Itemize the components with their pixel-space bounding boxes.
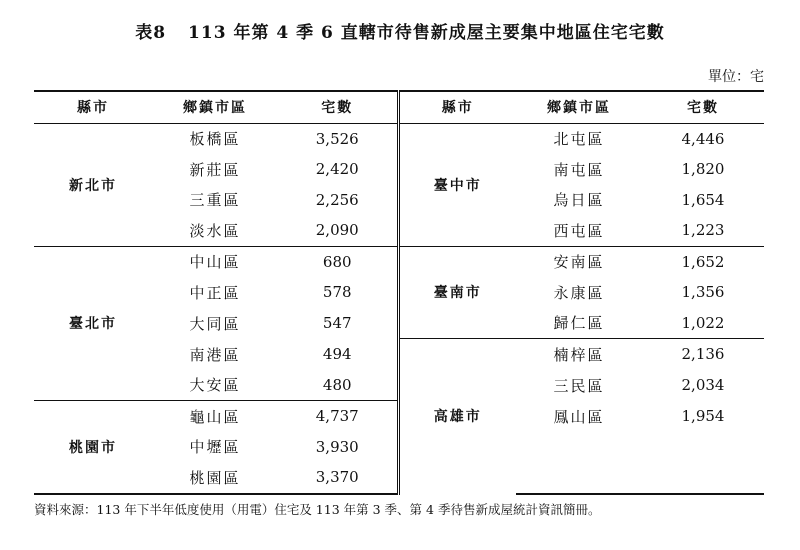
table-row — [34, 123, 764, 154]
count-cell: 1,223 — [681, 221, 725, 240]
count-cell: 1,654 — [681, 190, 725, 209]
district-cell: 歸仁區 — [553, 314, 605, 333]
data-table — [34, 90, 764, 495]
table-title-text: 113 年第 4 季 6 直轄市待售新成屋主要集中地區住宅宅數 — [188, 23, 665, 43]
header-count-left: 宅數 — [278, 91, 398, 123]
count-cell: 3,930 — [315, 437, 359, 456]
county-cell: 臺南市 — [398, 246, 516, 339]
table-title — [0, 18, 800, 43]
empty-cell — [516, 432, 642, 463]
district-cell: 桃園區 — [152, 462, 278, 494]
district-cell: 中壢區 — [189, 438, 241, 457]
district-cell: 南屯區 — [553, 160, 605, 179]
unit-label: 單位：宅 — [708, 69, 764, 85]
count-cell: 1,356 — [681, 283, 725, 302]
count-cell: 578 — [322, 283, 352, 302]
district-cell: 西屯區 — [553, 221, 605, 240]
header-county-left: 縣市 — [34, 91, 152, 123]
count-cell: 1,652 — [642, 246, 764, 277]
header-district-left: 鄉鎮市區 — [152, 91, 278, 123]
district-cell: 板橋區 — [189, 130, 241, 149]
district-cell: 龜山區 — [152, 401, 278, 432]
county-cell: 新北市 — [69, 177, 117, 194]
count-cell: 3,370 — [278, 462, 398, 494]
county-cell: 臺中市 — [398, 123, 516, 246]
district-cell: 三重區 — [189, 191, 241, 210]
district-cell: 烏日區 — [553, 191, 605, 210]
district-cell: 中正區 — [189, 283, 241, 302]
count-cell: 547 — [322, 314, 352, 332]
count-cell: 2,136 — [642, 339, 764, 370]
count-cell: 494 — [322, 345, 352, 363]
count-cell: 4,446 — [681, 129, 725, 148]
district-cell: 淡水區 — [189, 221, 241, 240]
count-cell: 3,526 — [315, 129, 359, 148]
district-cell: 大安區 — [189, 376, 241, 395]
county-cell: 桃園市 — [34, 401, 152, 494]
count-cell: 2,034 — [681, 376, 725, 394]
count-cell: 2,420 — [315, 160, 359, 179]
count-cell: 2,256 — [315, 190, 359, 209]
empty-cell — [642, 432, 764, 463]
district-cell: 鳳山區 — [553, 407, 605, 426]
district-cell: 新莊區 — [189, 160, 241, 179]
table-number: 表8 — [135, 23, 167, 43]
header-count-right: 宅數 — [642, 91, 764, 123]
header-county-right: 縣市 — [398, 91, 516, 123]
count-cell: 2,090 — [315, 221, 359, 240]
empty-cell — [516, 462, 642, 494]
county-cell: 高雄市 — [398, 339, 516, 494]
count-cell: 4,737 — [278, 401, 398, 432]
source-footnote: 資料來源：113 年下半年低度使用（用電）住宅及 113 年第 3 季、第 4 季待售新成屋統計資訊簡冊。 — [34, 502, 601, 517]
district-cell: 永康區 — [553, 283, 605, 302]
district-cell: 楠梓區 — [516, 339, 642, 370]
district-cell: 大同區 — [189, 314, 241, 333]
district-cell: 南港區 — [189, 345, 241, 364]
district-cell: 北屯區 — [553, 130, 605, 149]
count-cell: 480 — [322, 375, 352, 394]
count-cell: 1,820 — [681, 160, 725, 179]
district-cell: 中山區 — [152, 246, 278, 277]
empty-cell — [642, 462, 764, 494]
count-cell: 1,022 — [681, 313, 725, 332]
count-cell: 1,954 — [681, 407, 725, 425]
county-cell: 臺北市 — [34, 246, 152, 401]
header-row — [34, 91, 764, 123]
district-cell: 安南區 — [516, 246, 642, 277]
header-district-right: 鄉鎮市區 — [516, 91, 642, 123]
district-cell: 三民區 — [553, 376, 605, 395]
count-cell: 680 — [278, 246, 398, 277]
table-row — [34, 246, 764, 277]
